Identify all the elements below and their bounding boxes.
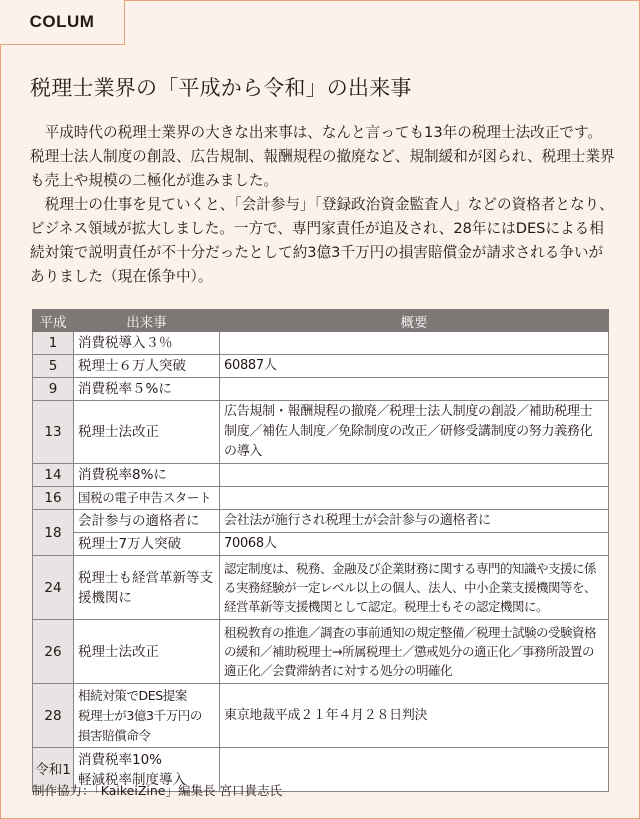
event-cell: 税理士も経営革新等支援機関に	[74, 556, 220, 620]
summary-cell	[220, 332, 609, 355]
summary-cell: 租税教育の推進／調査の事前通知の規定整備／税理士試験の受験資格の緩和／補助税理士→所属税理士／懲戒処分の適正化／事務所設置の適正化／会費滞納者に対する処分の明確化	[220, 620, 609, 684]
table-row	[33, 510, 609, 533]
column-tab: COLUM	[0, 0, 125, 45]
header-event: 出来事	[74, 310, 220, 332]
table-row	[33, 401, 609, 464]
year-cell: 5	[33, 355, 74, 378]
event-cell: 税理士法改正	[74, 620, 220, 684]
year-cell: 13	[33, 401, 74, 464]
table-row	[33, 487, 609, 510]
table-row	[33, 533, 609, 556]
year-cell: 9	[33, 378, 74, 401]
year-cell: 28	[33, 684, 74, 748]
table-row	[33, 332, 609, 355]
summary-cell	[220, 378, 609, 401]
table-row	[33, 355, 609, 378]
body-paragraph: 税理士の仕事を見ていくと、「会計参与」「登録政治資金監査人」などの資格者となり、ビジネス領域が拡大しました。一方で、専門家責任が追及され、28年にはDESによる相続対策で説明責任が不十分だったとして約3億3千万円の損害賠償金が請求される争いがありました（現在係争中）。	[30, 196, 614, 285]
event-cell: 会計参与の適格者に	[74, 510, 220, 533]
year-cell: 24	[33, 556, 74, 620]
summary-cell: 東京地裁平成２１年４月２８日判決	[220, 684, 609, 748]
header-year: 平成	[33, 310, 74, 332]
credit-line: 制作協力：「KaikeiZine」編集長 宮口貴志氏	[32, 783, 282, 798]
table-row	[33, 464, 609, 487]
table-row	[33, 378, 609, 401]
column-title: 税理士業界の「平成から令和」の出来事	[30, 76, 412, 100]
summary-cell	[220, 487, 609, 510]
year-cell: 26	[33, 620, 74, 684]
event-cell: 国税の電子申告スタート	[74, 487, 220, 510]
event-cell: 相続対策でDES提案 税理士が3億3千万円の 損害賠償命令	[74, 684, 220, 748]
summary-cell: 認定制度は、税務、金融及び企業財務に関する専門的知識や支援に係る実務経験が一定レベル以上の個人、法人、中小企業支援機関等を、経営革新等支援機関として認定。税理士もその認定機関に。	[220, 556, 609, 620]
summary-cell: 70068人	[220, 533, 609, 556]
column-body	[30, 121, 615, 289]
summary-cell: 会社法が施行され税理士が会計参与の適格者に	[220, 510, 609, 533]
body-paragraph: 平成時代の税理士業界の大きな出来事は、なんと言っても13年の税理士法改正です。税理士法人制度の創設、広告規制、報酬規程の撤廃など、規制緩和が図られ、税理士業界も売上や規模の二極化が進みました。	[30, 124, 615, 189]
year-cell: 16	[33, 487, 74, 510]
event-cell: 税理士法改正	[74, 401, 220, 464]
events-table	[32, 309, 609, 792]
event-cell: 消費税率10% 軽減税率制度導入	[74, 748, 220, 792]
header-summary: 概要	[220, 310, 609, 332]
year-cell: 令和1	[33, 748, 74, 792]
table-row	[33, 620, 609, 684]
event-cell: 消費税率５%に	[74, 378, 220, 401]
summary-cell: 広告規制・報酬規程の撤廃／税理士法人制度の創設／補助税理士制度／補佐人制度／免除制度の改正／研修受講制度の努力義務化の導入	[220, 401, 609, 464]
summary-cell: 60887人	[220, 355, 609, 378]
table-row	[33, 556, 609, 620]
event-cell: 税理士7万人突破	[74, 533, 220, 556]
event-cell: 消費税導入３％	[74, 332, 220, 355]
event-cell: 消費税率8%に	[74, 464, 220, 487]
year-cell: 18	[33, 510, 74, 556]
table-row	[33, 684, 609, 748]
event-cell: 税理士６万人突破	[74, 355, 220, 378]
year-cell: 1	[33, 332, 74, 355]
year-cell: 14	[33, 464, 74, 487]
summary-cell	[220, 464, 609, 487]
table-header-row	[33, 310, 609, 332]
